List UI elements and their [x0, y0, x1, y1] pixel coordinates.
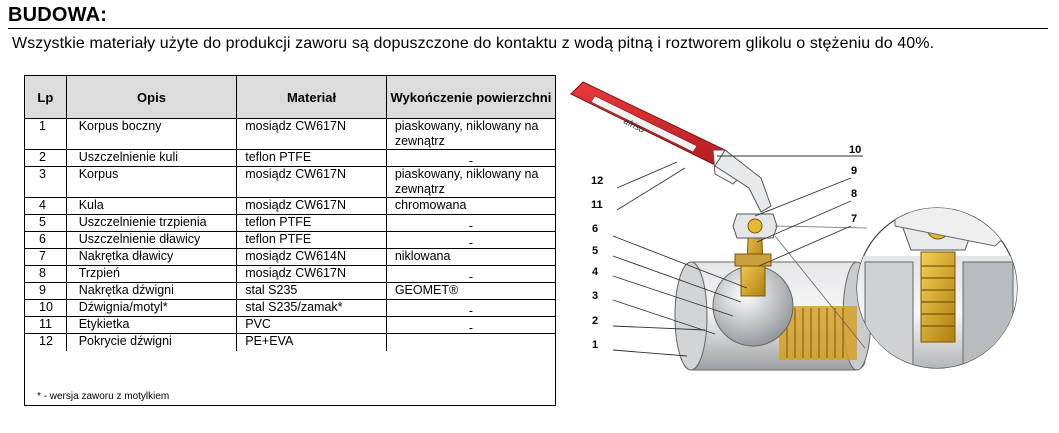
cell-lp: 10	[25, 300, 67, 317]
cell-material: stal S235	[237, 283, 387, 300]
parts-table	[24, 75, 556, 351]
cell-opis: Pokrycie dźwigni	[66, 334, 237, 351]
cell-opis: Korpus boczny	[66, 119, 237, 150]
heading-divider	[8, 28, 1048, 29]
table-row	[25, 334, 556, 351]
cell-material: mosiądz CW617N	[237, 119, 387, 150]
cell-lp: 4	[25, 198, 67, 215]
cell-lp: 2	[25, 150, 67, 167]
callout-4: 4	[592, 266, 599, 278]
cell-finish: -	[386, 150, 555, 167]
cell-lp: 6	[25, 232, 67, 249]
cell-lp: 5	[25, 215, 67, 232]
cell-finish: -	[386, 215, 555, 232]
cell-finish: -	[386, 266, 555, 283]
callout-7: 7	[851, 213, 858, 225]
handle-label: afriso	[622, 115, 647, 135]
header-material: Materiał	[237, 76, 387, 119]
table-row	[25, 249, 556, 266]
cell-finish: -	[386, 232, 555, 249]
cell-material: teflon PTFE	[237, 232, 387, 249]
cell-opis: Uszczelnienie dławicy	[66, 232, 237, 249]
cell-material: mosiądz CW617N	[237, 266, 387, 283]
cell-opis: Etykietka	[66, 317, 237, 334]
cell-material: mosiądz CW617N	[237, 167, 387, 198]
table-footnote: * - wersja zaworu z motylkiem	[37, 391, 170, 402]
cell-finish: piaskowany, niklowany na zewnątrz	[386, 167, 555, 198]
cell-material: teflon PTFE	[237, 215, 387, 232]
cell-material: stal S235/zamak*	[237, 300, 387, 317]
header-finish: Wykończenie powierzchni	[386, 76, 555, 119]
cell-lp: 1	[25, 119, 67, 150]
cell-opis: Uszczelnienie kuli	[66, 150, 237, 167]
table-row	[25, 232, 556, 249]
cell-finish: niklowana	[386, 249, 555, 266]
cell-finish: GEOMET®	[386, 283, 555, 300]
cell-opis: Nakrętka dźwigni	[66, 283, 237, 300]
header-opis: Opis	[66, 76, 237, 119]
table-row	[25, 167, 556, 198]
callout-9: 9	[851, 165, 858, 177]
callout-6: 6	[592, 223, 599, 235]
table-row	[25, 283, 556, 300]
cell-opis: Dźwignia/motyl*	[66, 300, 237, 317]
cell-material: teflon PTFE	[237, 150, 387, 167]
cell-opis: Korpus	[66, 167, 237, 198]
cell-lp: 3	[25, 167, 67, 198]
cell-lp: 9	[25, 283, 67, 300]
lever-handle	[571, 82, 771, 212]
cell-material: PVC	[237, 317, 387, 334]
header-lp: Lp	[25, 76, 67, 119]
cell-opis: Trzpień	[66, 266, 237, 283]
cell-material: mosiądz CW614N	[237, 249, 387, 266]
valve-figure	[565, 66, 1055, 428]
table-row	[25, 300, 556, 317]
table-row	[25, 266, 556, 283]
cell-opis: Nakrętka dławicy	[66, 249, 237, 266]
table-header-row	[25, 76, 556, 119]
callout-12: 12	[591, 175, 604, 187]
cell-opis: Uszczelnienie trzpienia	[66, 215, 237, 232]
cell-lp: 8	[25, 266, 67, 283]
callout-2: 2	[592, 315, 599, 327]
table-row	[25, 198, 556, 215]
callout-11: 11	[591, 199, 603, 211]
cell-lp: 7	[25, 249, 67, 266]
cell-finish	[386, 334, 555, 351]
cell-opis: Kula	[66, 198, 237, 215]
table-row	[25, 317, 556, 334]
table-row	[25, 150, 556, 167]
section-heading: BUDOWA:	[8, 4, 108, 26]
callout-5: 5	[592, 245, 599, 257]
table-row	[25, 119, 556, 150]
callout-1: 1	[592, 339, 599, 351]
intro-text: Wszystkie materiały użyte do produkcji zaworu są dopuszczone do kontaktu z wodą pitną i roztworem glikolu o stężeniu do 40%.	[12, 35, 935, 52]
lever-nut	[733, 214, 777, 238]
cell-finish: chromowana	[386, 198, 555, 215]
cell-lp: 12	[25, 334, 67, 351]
callout-8: 8	[851, 188, 858, 200]
cell-lp: 11	[25, 317, 67, 334]
table-row	[25, 215, 556, 232]
cell-finish: piaskowany, niklowany na zewnątrz	[386, 119, 555, 150]
parts-table-frame	[24, 75, 556, 406]
cell-finish: -	[386, 300, 555, 317]
cell-material: PE+EVA	[237, 334, 387, 351]
valve-body	[675, 216, 871, 370]
callout-10: 10	[849, 144, 862, 156]
callout-3: 3	[592, 290, 599, 302]
cell-finish: -	[386, 317, 555, 334]
cell-material: mosiądz CW617N	[237, 198, 387, 215]
